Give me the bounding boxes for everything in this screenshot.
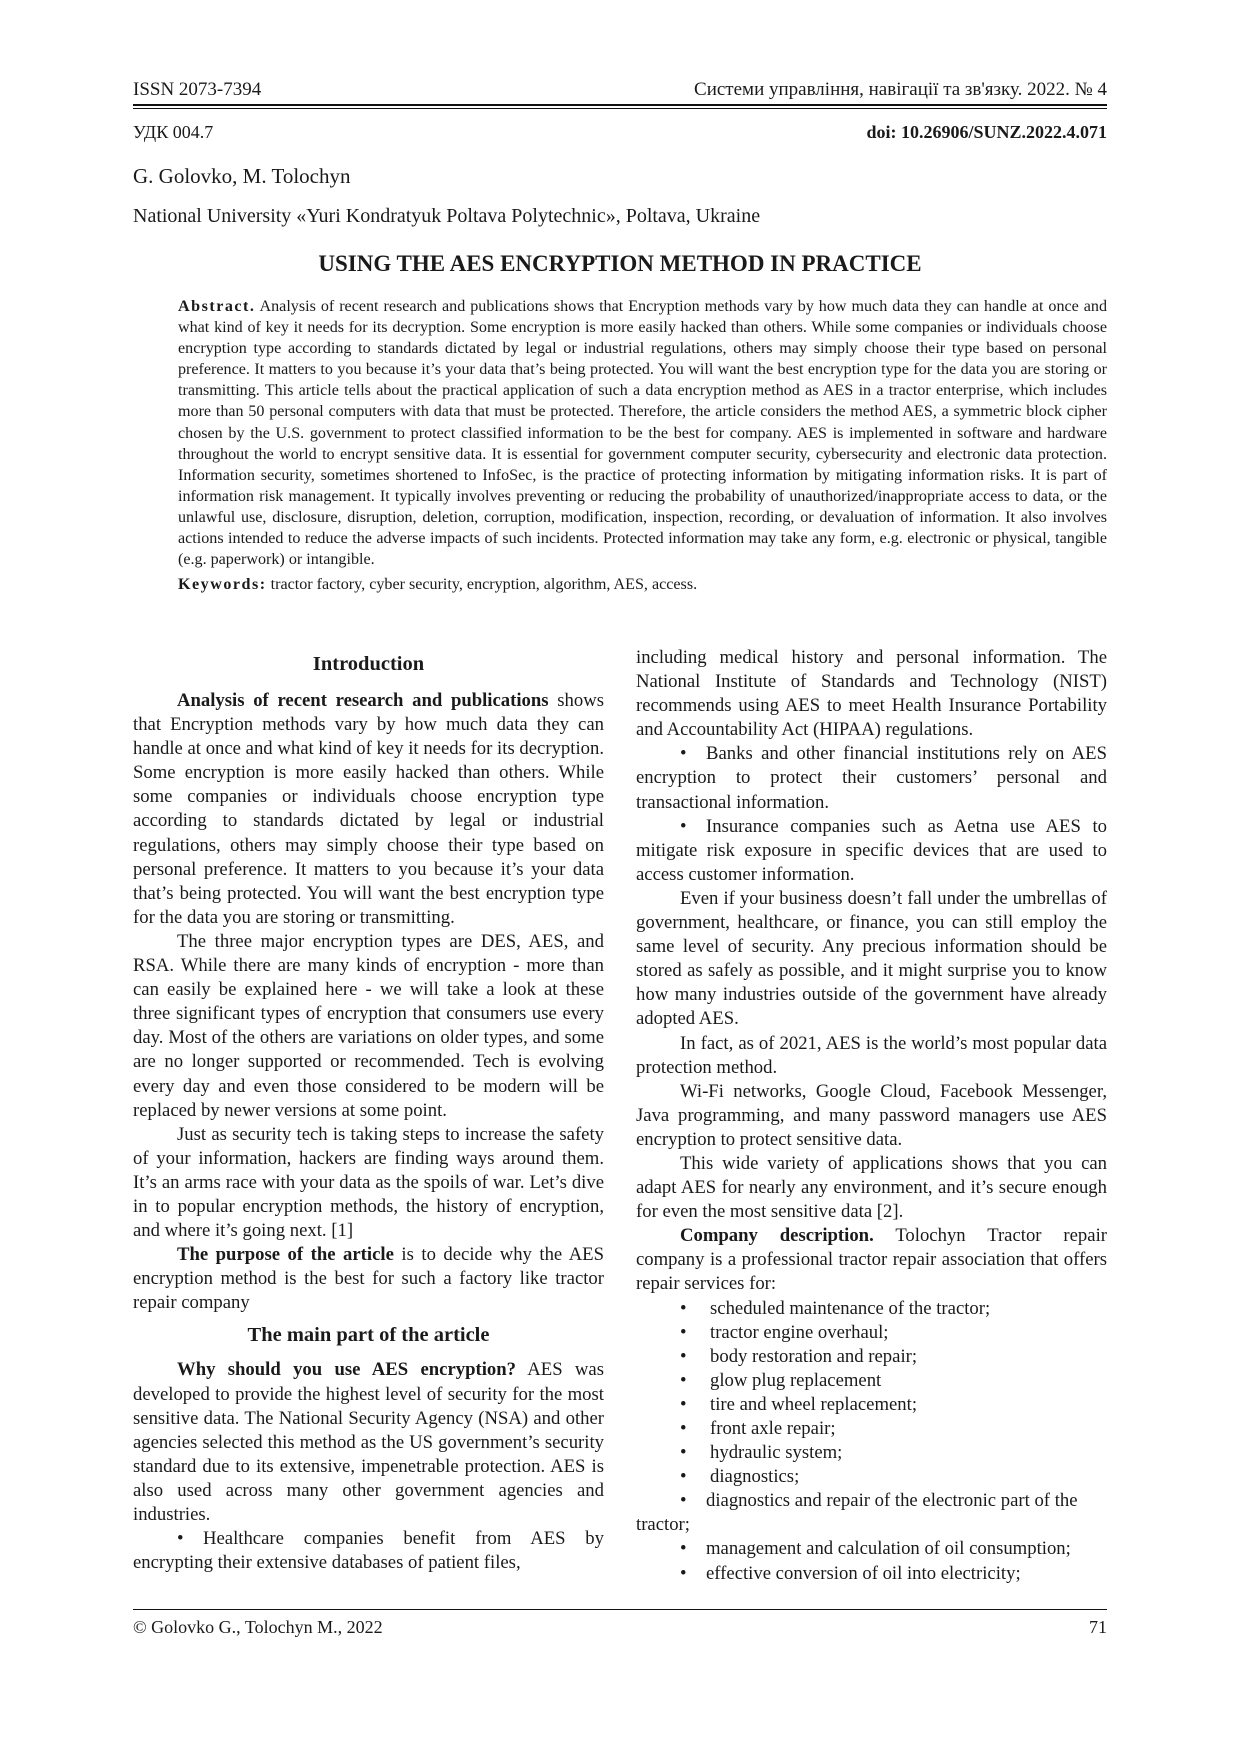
bullet-icon: • [680, 815, 687, 837]
introduction-heading: Introduction [312, 653, 425, 675]
keywords-label: Keywords: [178, 576, 267, 594]
list-item: • tire and wheel replacement; [636, 1393, 1107, 1417]
list-item: • front axle repair; [636, 1417, 1107, 1441]
list-item: • scheduled maintenance of the tractor; [636, 1297, 1107, 1321]
paragraph: This wide variety of applications shows that you can adapt AES for nearly any environment, and it’s secure enough for even the most sensitive data [2]. [636, 1152, 1107, 1223]
page-number: 71 [1089, 1617, 1107, 1637]
list-item: • Banks and other financial institutions rely on AES encryption to protect their customers’ personal and transactional information. [636, 743, 1107, 813]
paragraph: including medical history and personal information. The National Institute of Standards and Technology (NIST) recommends using AES to meet Health Insurance Portability and Accountability Act (HIPAA) regulations. [636, 647, 1107, 741]
footer [133, 1615, 1107, 1639]
bullet-icon: • [680, 1297, 687, 1319]
journal-title: Системи управління, навігації та зв'язку. 2022. № 4 [694, 79, 1107, 100]
paragraph: In fact, as of 2021, AES is the world’s most popular data protection method. [636, 1032, 1107, 1078]
list-item: • body restoration and repair; [636, 1345, 1107, 1369]
list-item: • glow plug replacement [636, 1369, 1107, 1393]
copyright: © Golovko G., Tolochyn M., 2022 [133, 1617, 383, 1637]
bullet-icon: • [680, 1538, 687, 1560]
list-item: • management and calculation of oil consumption; [636, 1537, 1107, 1561]
bullet-icon: • [177, 1528, 184, 1550]
authors: G. Golovko, M. Tolochyn [133, 164, 351, 188]
paragraph: The three major encryption types are DES, AES, and RSA. While there are many kinds of encryption - more than can easily be explained here - we will take a look at these three significant types of encryption that consumers use every day. Most of the others are variations on older types, and some are no longer supported or recommended. Tech is evolving every day and even those considered to be modern will be replaced by newer versions at some point. [133, 930, 604, 1121]
paragraph: Just as security tech is taking steps to increase the safety of your information, hackers are finding ways around them. It’s an arms race with your data as the spoils of war. Let’s dive in to popular encryption methods, the history of encryption, and where it’s going next. [1] [133, 1123, 604, 1242]
list-item: • tractor engine overhaul; [636, 1321, 1107, 1345]
paragraph: Company description. Tolochyn Tractor repair company is a professional tractor repair association that offers repair services for: [636, 1225, 1107, 1295]
bullet-icon: • [680, 1345, 687, 1367]
bullet-icon: • [680, 1321, 687, 1343]
affiliation: National University «Yuri Kondratyuk Poltava Polytechnic», Poltava, Ukraine [133, 205, 761, 227]
bullet-icon: • [680, 1369, 687, 1391]
doi: doi: 10.26906/SUNZ.2022.4.071 [866, 122, 1107, 142]
abstract-label: Abstract. [178, 298, 256, 315]
keywords-text: tractor factory, cyber security, encryption, algorithm, AES, access. [270, 576, 698, 594]
abstract [178, 296, 1107, 595]
header-rule [133, 104, 1107, 106]
list-item: • effective conversion of oil into electricity; [636, 1562, 1107, 1586]
header-rule-thin [133, 108, 1107, 109]
paragraph: Analysis of recent research and publications shows that Encryption methods vary by how much data they can handle at once and what kind of key it needs for its decryption. Some encryption is more easily hacked than others. While some companies or individuals choose encryption type according to standards dictated by legal or industrial regulations, others may simply choose their type based on personal preference. It matters to you because it’s your data that’s being protected. You will want the best encryption type for the data you are storing or transmitting. [133, 690, 605, 928]
paragraph: Why should you use AES encryption? AES was developed to provide the highest level of security for the most sensitive data. The National Security Agency (NSA) and other agencies selected this method as the US government’s security standard due to its extensive, impenetrable protection. AES is also used across many other government agencies and industries. [133, 1359, 604, 1525]
footer-rule [133, 1609, 1107, 1610]
running-head [133, 78, 1107, 102]
abstract-text: Analysis of recent research and publications shows that Encryption methods vary by how much data they can handle at once and what kind of key it needs for its decryption. Some encryption is more easily hacked than others. While some companies or individuals choose encryption type according to standards dictated by legal or industrial regulations, others may simply choose their type based on personal preference. It matters to you because it’s your data that’s being protected. You will want the best encryption type for the data you are storing or transmitting. This article tells about the practical application of such a data encryption method as AES in a tractor enterprise, which includes more than 50 personal computers with data that must be protected. Therefore, the article considers the method AES, a symmetric block cipher chosen by the U.S. government to protect classified information to be the best for company. AES is implemented in software and hardware throughout the world to encrypt sensitive data. It is essential for government computer security, cybersecurity and electronic data protection. Information security, sometimes shortened to InfoSec, is the practice of protecting information by mitigating information risks. It is part of information risk management. It typically involves preventing or reducing the probability of unauthorized/inappropriate access to data, or the unlawful use, disclosure, disruption, deletion, corruption, modification, inspection, recording, or devaluation of information. It also involves actions intended to reduce the adverse impacts of such incidents. Protected information may take any form, e.g. electronic or physical, tangible (e.g. paperwork) or intangible. [178, 298, 1108, 569]
article-title: USING THE AES ENCRYPTION METHOD IN PRACTICE [318, 251, 922, 276]
body-columns [133, 646, 1107, 1616]
main-part-heading: The main part of the article [247, 1324, 490, 1347]
bullet-icon: • [680, 1562, 687, 1584]
list-item: • hydraulic system; [636, 1441, 1107, 1465]
bullet-icon: • [680, 1442, 687, 1464]
keywords [178, 574, 1107, 595]
udk: УДК 004.7 [133, 122, 214, 142]
list-item: • Insurance companies such as Aetna use AES to mitigate risk exposure in specific devices that are used to access customer information. [636, 815, 1107, 885]
right-column [636, 646, 1107, 1616]
left-column [133, 646, 604, 1616]
bullet-icon: • [680, 743, 687, 765]
list-item: • Healthcare companies benefit from AES by encrypting their extensive databases of patient files, [133, 1528, 604, 1574]
bullet-icon: • [680, 1490, 687, 1512]
issn: ISSN 2073-7394 [133, 79, 262, 100]
bullet-icon: • [680, 1418, 687, 1439]
paragraph: Wi-Fi networks, Google Cloud, Facebook Messenger, Java programming, and many password managers use AES encryption to protect sensitive data. [636, 1080, 1107, 1150]
paragraph: Even if your business doesn’t fall under the umbrellas of government, healthcare, or finance, you can still employ the same level of security. Any precious information should be stored as safely as possible, and it might surprise you to know how many industries outside of the government have already adopted AES. [636, 887, 1107, 1030]
bullet-icon: • [680, 1466, 687, 1488]
udk-row [133, 120, 1107, 144]
services-list [636, 1297, 1107, 1490]
list-item: • diagnostics and repair of the electronic part of the tractor; [636, 1490, 1078, 1536]
list-item: • diagnostics; [636, 1465, 1107, 1489]
paragraph: The purpose of the article is to decide why the AES encryption method is the best for such a factory like tractor repair company [133, 1244, 604, 1314]
bullet-icon: • [680, 1393, 687, 1415]
